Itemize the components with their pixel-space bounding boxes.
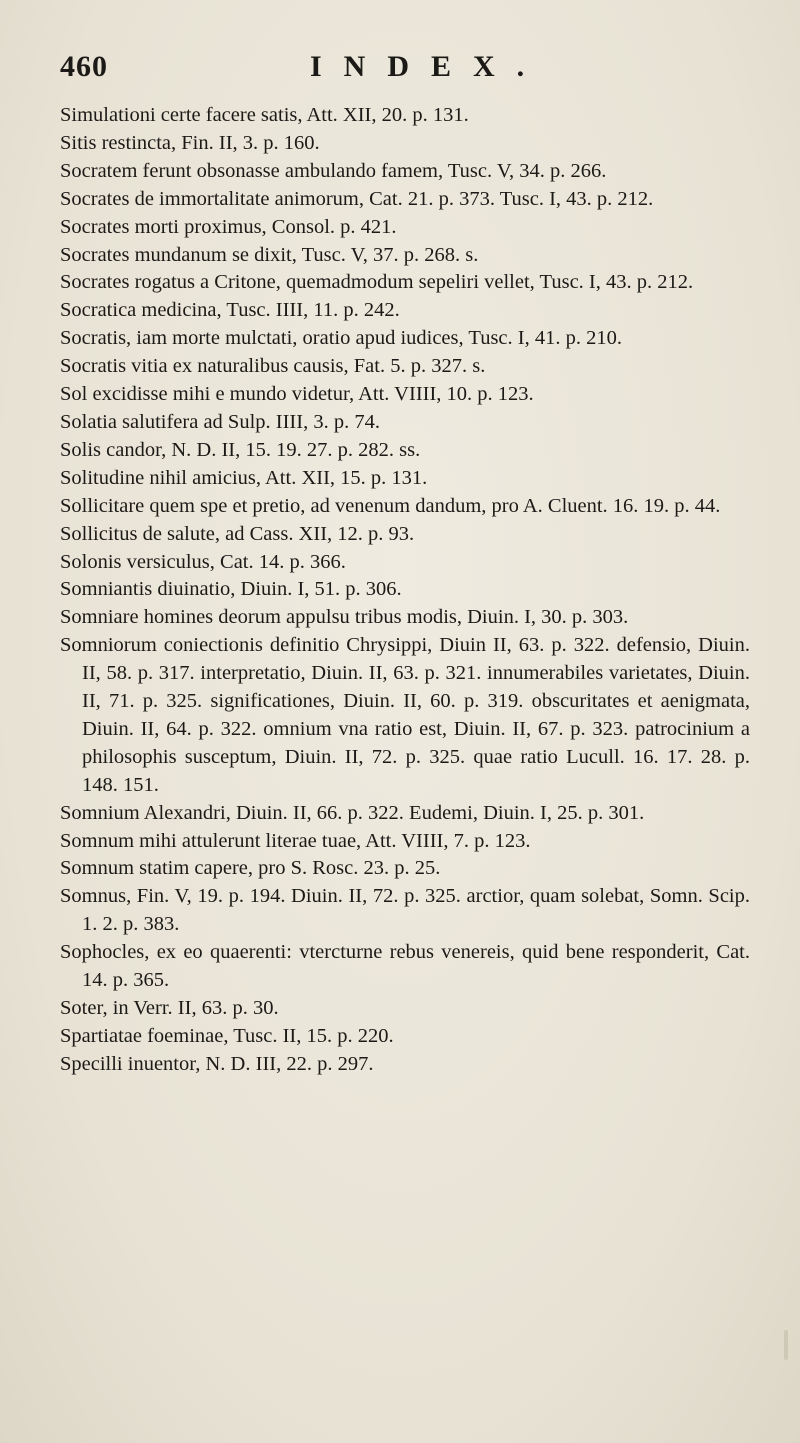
index-entry: Sollicitare quem spe et pretio, ad venenum dandum, pro A. Cluent. 16. 19. p. 44. xyxy=(60,494,721,517)
index-entry: Socrates mundanum se dixit, Tusc. V, 37. p. 268. s. xyxy=(60,243,479,266)
index-entry: Solonis versiculus, Cat. 14. p. 366. xyxy=(60,550,346,573)
index-entry: Somnium Alexandri, Diuin. II, 66. p. 322. Eudemi, Diuin. I, 25. p. 301. xyxy=(60,801,645,824)
index-entry: Sophocles, ex eo quaerenti: vtercturne rebus venereis, quid bene responderit, Cat. 14. p. 365. xyxy=(60,941,750,992)
index-entry: Socratis, iam morte mulctati, oratio apud iudices, Tusc. I, 41. p. 210. xyxy=(60,327,622,350)
index-entry: Solatia salutifera ad Sulp. IIII, 3. p. 74. xyxy=(60,410,380,433)
index-entry: Sol excidisse mihi e mundo videtur, Att. VIIII, 10. p. 123. xyxy=(60,383,534,406)
index-entry: Simulationi certe facere satis, Att. XII, 20. p. 131. xyxy=(60,104,469,126)
index-entry: Solis candor, N. D. II, 15. 19. 27. p. 282. ss. xyxy=(60,438,421,461)
index-entry: Sollicitus de salute, ad Cass. XII, 12. p. 93. xyxy=(60,522,415,545)
index-entry: Sitis restincta, Fin. II, 3. p. 160. xyxy=(60,131,320,154)
index-entry: Somnus, Fin. V, 19. p. 194. Diuin. II, 72. p. 325. arctior, quam solebat, Somn. Scip. 1. 2. p. 383. xyxy=(60,885,750,936)
paper-mark xyxy=(784,1330,788,1360)
index-entry: Somniare homines deorum appulsu tribus modis, Diuin. I, 30. p. 303. xyxy=(60,606,629,629)
index-entry: Somnum mihi attulerunt literae tuae, Att. VIIII, 7. p. 123. xyxy=(60,829,531,852)
index-entry: Spartiatae foeminae, Tusc. II, 15. p. 220. xyxy=(60,1024,394,1047)
running-title: INDEX. xyxy=(310,50,547,83)
index-entry: Socrates morti proximus, Consol. p. 421. xyxy=(60,215,397,238)
index-entry: Socratem ferunt obsonasse ambulando famem, Tusc. V, 34. p. 266. xyxy=(60,159,607,182)
index-entry: Solitudine nihil amicius, Att. XII, 15. p. 131. xyxy=(60,466,428,489)
page-header xyxy=(60,50,740,90)
index-entry: Socratis vitia ex naturalibus causis, Fat. 5. p. 327. s. xyxy=(60,355,486,378)
index-entry: Somniorum coniectionis definitio Chrysippi, Diuin II, 63. p. 322. defensio, Diuin. II, 58. p. 317. interpretatio, Diuin. II, 63. p. 321. innumerabiles varietates, Diuin. II, 71. p. 325. significationes, Diuin. II, 60. p. 319. obscuritates et aenigmata, Diuin. II, 64. p. 322. omnium vna ratio est, Diuin. II, 67. p. 323. patrocinium a philosophis susceptum, Diuin. II, 72. p. 325. quae ratio Lucull. 16. 17. 28. p. 148. 151. xyxy=(60,634,750,796)
index-entry: Socratica medicina, Tusc. IIII, 11. p. 242. xyxy=(60,299,400,322)
page-number: 460 xyxy=(60,50,108,83)
index-entry: Socrates rogatus a Critone, quemadmodum sepeliri vellet, Tusc. I, 43. p. 212. xyxy=(60,271,694,294)
index-entry: Somnum statim capere, pro S. Rosc. 23. p. 25. xyxy=(60,857,441,880)
index-entry: Soter, in Verr. II, 63. p. 30. xyxy=(60,997,279,1019)
index-entries xyxy=(60,102,750,1079)
index-entry: Specilli inuentor, N. D. III, 22. p. 297. xyxy=(60,1052,374,1075)
index-entry: Somniantis diuinatio, Diuin. I, 51. p. 306. xyxy=(60,578,402,601)
index-entry: Socrates de immortalitate animorum, Cat. 21. p. 373. Tusc. I, 43. p. 212. xyxy=(60,187,654,210)
